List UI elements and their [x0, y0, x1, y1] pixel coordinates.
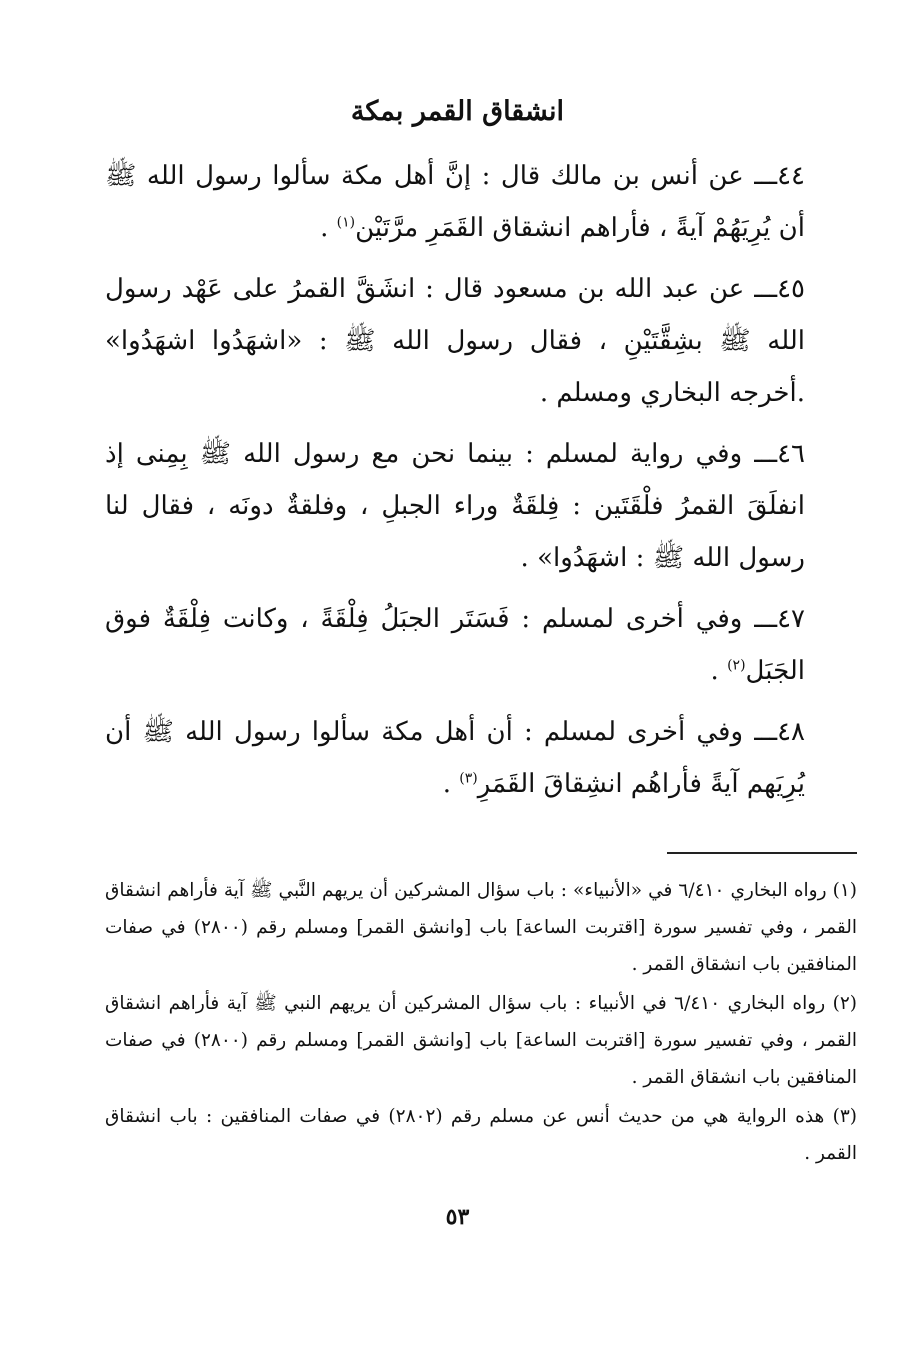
hadith-number: ٤٨ـــ — [754, 717, 805, 747]
footnote-3 — [105, 1098, 857, 1172]
hadith-text: عن أنس بن مالك قال : إنَّ أهل مكة سألوا رسول الله ﷺ أن يُرِيَهُمْ آيةً ، فأراهم انشقاق القَمَرِ مرَّتَيْن — [105, 161, 805, 243]
footnote-text: هذه الرواية هي من حديث أنس عن مسلم رقم (٢٨٠٢) في صفات المنافقين : باب انشقاق القمر . — [105, 1106, 857, 1164]
hadith-text: وفي أخرى لمسلم : أن أهل مكة سألوا رسول الله ﷺ أن يُرِيَهم آيةً فأراهُم انشِقاقَ القَمَرِ — [105, 717, 805, 799]
hadith-end: . — [539, 378, 557, 408]
hadith-number: ٤٥ـــ — [754, 274, 806, 304]
hadith-end: . — [520, 543, 538, 573]
page-number: ٥٣ — [445, 1204, 470, 1230]
hadith-47 — [105, 593, 805, 697]
footnote-ref[interactable]: (١) — [336, 214, 356, 231]
footnote-text: رواه البخاري ٦/٤١٠ في «الأنبياء» : باب سؤال المشركين أن يريهم النَّبي ﷺ آية فأراهم انشقاق القمر ، وفي تفسير سورة [اقتربت الساعة] باب [وانشق القمر] ومسلم رقم (٢٨٠٠) في صفات المنافقين باب انشقاق القمر . — [105, 880, 857, 975]
footnote-divider — [667, 852, 857, 854]
footnote-text: رواه البخاري ٦/٤١٠ في الأنبياء : باب سؤال المشركين أن يريهم النبي ﷺ آية فأراهم انشقاق القمر ، وفي تفسير سورة [اقتربت الساعة] باب [وانشق القمر] ومسلم رقم (٢٨٠٠) في صفات المنافقين باب انشقاق القمر . — [105, 993, 857, 1088]
footnote-marker: (٢) — [832, 993, 857, 1014]
chapter-title: انشقاق القمر بمكة — [350, 96, 565, 127]
footnote-marker: (١) — [832, 880, 857, 901]
hadith-text: وفي أخرى لمسلم : فَسَتَر الجبَلُ فِلْقَةً ، وكانت فِلْقَةٌ فوق الجَبَل — [105, 604, 805, 686]
hadith-end: . — [320, 213, 337, 243]
hadith-45 — [105, 263, 805, 419]
hadith-number: ٤٤ـــ — [754, 161, 806, 191]
footnote-ref[interactable]: (٣) — [459, 770, 478, 787]
hadith-number: ٤٧ـــ — [754, 604, 806, 634]
footnote-ref[interactable]: (٢) — [727, 657, 746, 674]
hadith-44 — [105, 150, 805, 254]
hadith-number: ٤٦ـــ — [754, 439, 806, 469]
hadith-text: وفي رواية لمسلم : بينما نحن مع رسول الله ﷺ بِمِنى إذ انفلَقَ القمرُ فلْقَتَين : فِلقَةٌ وراء الجبلِ ، وفلقةٌ دونَه ، فقال لنا رسول الله ﷺ : اشهَدُوا» — [105, 439, 805, 573]
footnote-1 — [105, 872, 857, 983]
footnote-marker: (٣) — [832, 1106, 857, 1127]
hadith-46 — [105, 428, 805, 584]
hadith-48 — [105, 706, 805, 810]
hadith-list — [105, 150, 805, 819]
hadith-text: عن عبد الله بن مسعود قال : انشَقَّ القمرُ على عَهْد رسول الله ﷺ بشِقَّتَيْنِ ، فقال رسول الله ﷺ : «اشهَدُوا اشهَدُوا» .أخرجه البخاري ومسلم — [105, 274, 805, 408]
footnotes — [105, 872, 857, 1174]
hadith-end: . — [442, 769, 460, 799]
footnote-2 — [105, 985, 857, 1096]
hadith-end: . — [710, 656, 728, 686]
